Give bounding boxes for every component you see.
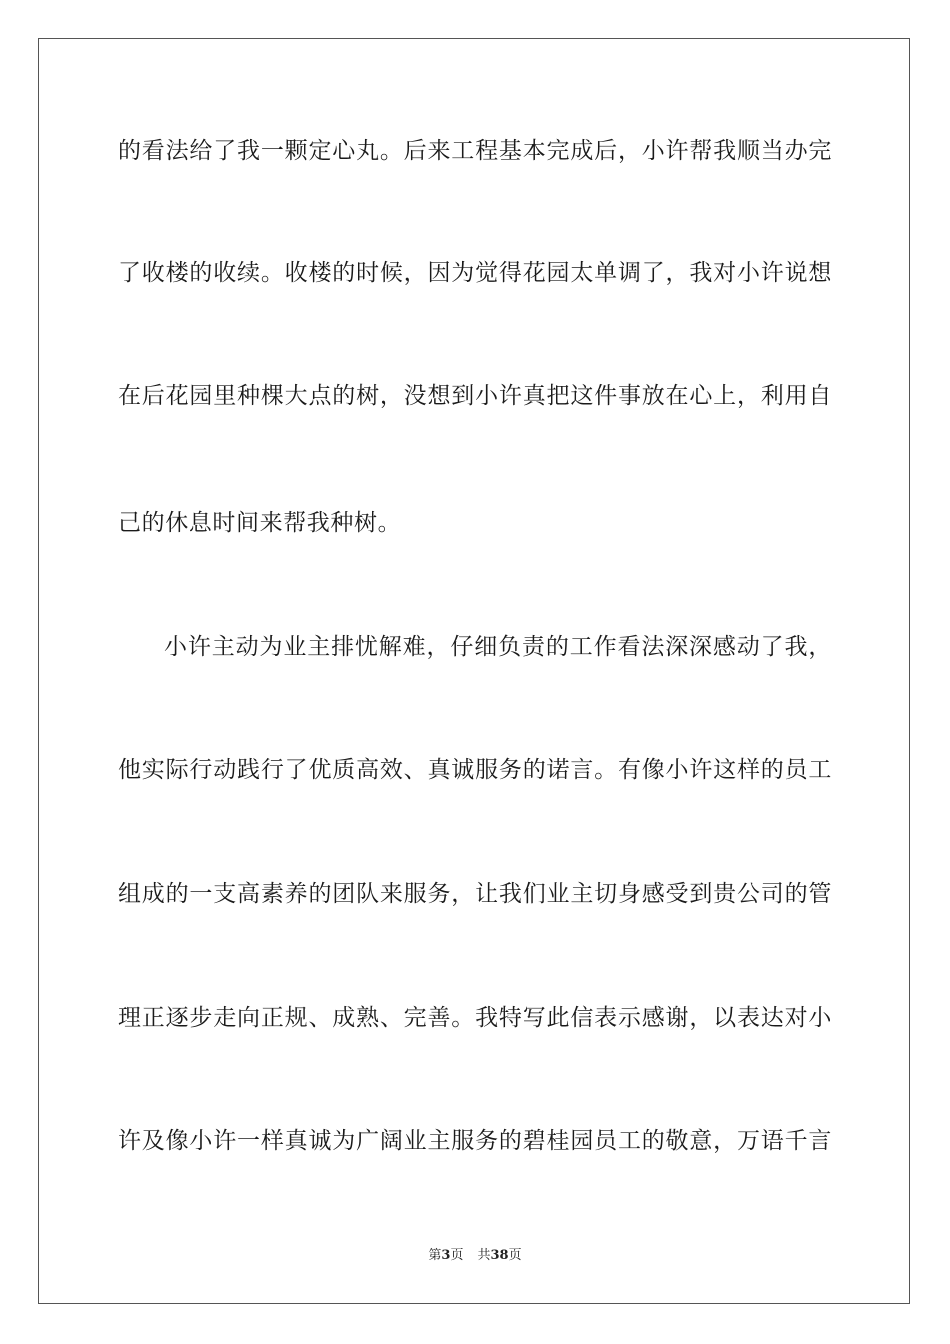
total-pages-label: 共38页 [477,1248,522,1263]
page-number-label: 第3页 [428,1248,464,1263]
text-line: 了收楼的收续。收楼的时候，因为觉得花园太单调了，我对小许说想 [118,260,832,286]
text-line: 小许主动为业主排忧解难，仔细负责的工作看法深深感动了我， [164,634,832,660]
text-line: 组成的一支高素养的团队来服务，让我们业主切身感受到贵公司的管 [118,881,832,907]
text-line: 理正逐步走向正规、成熟、完善。我特写此信表示感谢，以表达对小 [118,1005,832,1031]
page-border [38,38,910,1304]
text-line: 许及像小许一样真诚为广阔业主服务的碧桂园员工的敬意，万语千言 [118,1128,832,1154]
page-footer [0,1247,950,1265]
text-line: 的看法给了我一颗定心丸。后来工程基本完成后，小许帮我顺当办完 [118,138,832,164]
text-line: 己的休息时间来帮我种树。 [118,510,402,536]
text-line: 他实际行动践行了优质高效、真诚服务的诺言。有像小许这样的员工 [118,757,832,783]
text-line: 在后花园里种棵大点的树，没想到小许真把这件事放在心上，利用自 [118,383,832,409]
